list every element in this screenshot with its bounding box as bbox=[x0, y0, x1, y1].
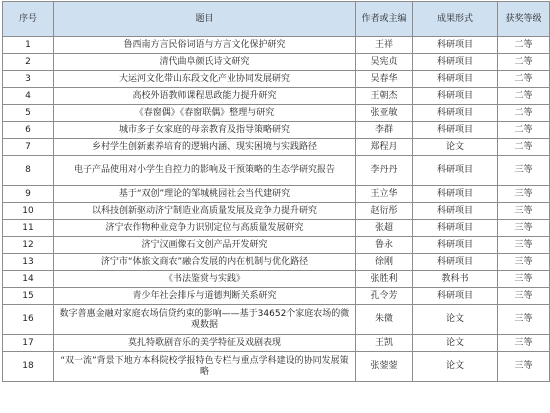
cell-rank: 二等 bbox=[498, 54, 550, 71]
cell-author: 孔令芳 bbox=[356, 288, 413, 305]
cell-title: 数字普惠金融对家庭农场信贷约束的影响——基于34652个家庭农场的微观数据 bbox=[54, 305, 356, 335]
cell-form: 科研项目 bbox=[413, 288, 498, 305]
cell-no: 10 bbox=[3, 203, 54, 220]
cell-title: 莫扎特歌剧音乐的美学特征及戏剧表现 bbox=[54, 335, 356, 352]
cell-title: 清代曲阜颜氏诗文研究 bbox=[54, 54, 356, 71]
cell-author: 张蓥蓥 bbox=[356, 352, 413, 382]
cell-rank: 三等 bbox=[498, 186, 550, 203]
cell-form: 论文 bbox=[413, 139, 498, 156]
cell-no: 1 bbox=[3, 37, 54, 54]
cell-no: 3 bbox=[3, 71, 54, 88]
cell-title: 济宁汉画像石文创产品开发研究 bbox=[54, 237, 356, 254]
table-row bbox=[3, 156, 550, 186]
table-header-row bbox=[3, 2, 550, 37]
cell-no: 16 bbox=[3, 305, 54, 335]
cell-title: 济宁农作物种业竞争力识别定位与高质量发展研究 bbox=[54, 220, 356, 237]
cell-author: 张亚敏 bbox=[356, 105, 413, 122]
cell-form: 论文 bbox=[413, 305, 498, 335]
cell-form: 论文 bbox=[413, 352, 498, 382]
cell-rank: 二等 bbox=[498, 37, 550, 54]
table-row bbox=[3, 139, 550, 156]
table-row bbox=[3, 237, 550, 254]
cell-rank: 二等 bbox=[498, 139, 550, 156]
cell-no: 9 bbox=[3, 186, 54, 203]
cell-author: 张超 bbox=[356, 220, 413, 237]
cell-rank: 三等 bbox=[498, 288, 550, 305]
cell-title: 鲁西南方言民俗词语与方言文化保护研究 bbox=[54, 37, 356, 54]
cell-form: 科研项目 bbox=[413, 186, 498, 203]
cell-form: 科研项目 bbox=[413, 54, 498, 71]
cell-rank: 三等 bbox=[498, 156, 550, 186]
table-row bbox=[3, 54, 550, 71]
cell-no: 13 bbox=[3, 254, 54, 271]
cell-no: 14 bbox=[3, 271, 54, 288]
cell-author: 徐刚 bbox=[356, 254, 413, 271]
cell-no: 12 bbox=[3, 237, 54, 254]
table-row bbox=[3, 122, 550, 139]
cell-form: 科研项目 bbox=[413, 37, 498, 54]
table-row bbox=[3, 71, 550, 88]
table-row bbox=[3, 186, 550, 203]
table-row bbox=[3, 352, 550, 382]
cell-title: 城市多子女家庭的母亲教育及指导策略研究 bbox=[54, 122, 356, 139]
cell-form: 科研项目 bbox=[413, 122, 498, 139]
cell-form: 论文 bbox=[413, 335, 498, 352]
cell-form: 科研项目 bbox=[413, 156, 498, 186]
table-row bbox=[3, 88, 550, 105]
header-title: 题目 bbox=[54, 2, 356, 37]
cell-rank: 三等 bbox=[498, 335, 550, 352]
cell-rank: 三等 bbox=[498, 220, 550, 237]
cell-form: 教科书 bbox=[413, 271, 498, 288]
cell-title: 济宁市“体旅文商农”融合发展的内在机制与优化路径 bbox=[54, 254, 356, 271]
cell-author: 王祥 bbox=[356, 37, 413, 54]
cell-title: 青少年社会排斥与道德判断关系研究 bbox=[54, 288, 356, 305]
cell-no: 15 bbox=[3, 288, 54, 305]
table-row bbox=[3, 37, 550, 54]
cell-title: 乡村学生创新素养培育的逻辑内涵、现实困境与实践路径 bbox=[54, 139, 356, 156]
cell-rank: 三等 bbox=[498, 352, 550, 382]
cell-no: 2 bbox=[3, 54, 54, 71]
cell-rank: 三等 bbox=[498, 305, 550, 335]
table-row bbox=[3, 288, 550, 305]
header-no: 序号 bbox=[3, 2, 54, 37]
cell-rank: 二等 bbox=[498, 71, 550, 88]
cell-no: 5 bbox=[3, 105, 54, 122]
cell-no: 17 bbox=[3, 335, 54, 352]
cell-author: 王朝杰 bbox=[356, 88, 413, 105]
cell-title: 《春窗偶》《春窗联偶》整理与研究 bbox=[54, 105, 356, 122]
cell-rank: 三等 bbox=[498, 203, 550, 220]
cell-rank: 二等 bbox=[498, 105, 550, 122]
cell-form: 科研项目 bbox=[413, 203, 498, 220]
cell-title: 电子产品使用对小学生自控力的影响及干预策略的生态学研究报告 bbox=[54, 156, 356, 186]
cell-form: 科研项目 bbox=[413, 88, 498, 105]
table-row bbox=[3, 203, 550, 220]
cell-title: 大运河文化带山东段文化产业协同发展研究 bbox=[54, 71, 356, 88]
cell-form: 科研项目 bbox=[413, 237, 498, 254]
cell-author: 王立华 bbox=[356, 186, 413, 203]
cell-author: 张胜利 bbox=[356, 271, 413, 288]
cell-title: 以科技创新驱动济宁制造业高质量发展及竞争力提升研究 bbox=[54, 203, 356, 220]
cell-author: 王凯 bbox=[356, 335, 413, 352]
cell-form: 科研项目 bbox=[413, 105, 498, 122]
cell-no: 7 bbox=[3, 139, 54, 156]
cell-title: 基于“双创”理论的邹城桃园社会当代建研究 bbox=[54, 186, 356, 203]
cell-no: 6 bbox=[3, 122, 54, 139]
table-row bbox=[3, 271, 550, 288]
cell-author: 李丹丹 bbox=[356, 156, 413, 186]
cell-no: 18 bbox=[3, 352, 54, 382]
table-row bbox=[3, 305, 550, 335]
table-row bbox=[3, 220, 550, 237]
awards-table bbox=[2, 1, 550, 382]
header-form: 成果形式 bbox=[413, 2, 498, 37]
cell-title: “双一流”背景下地方本科院校学报特色专栏与重点学科建设的协同发展策略 bbox=[54, 352, 356, 382]
table-row bbox=[3, 105, 550, 122]
cell-author: 李群 bbox=[356, 122, 413, 139]
cell-author: 吴春华 bbox=[356, 71, 413, 88]
cell-rank: 二等 bbox=[498, 122, 550, 139]
cell-no: 4 bbox=[3, 88, 54, 105]
cell-author: 赵衍彤 bbox=[356, 203, 413, 220]
cell-author: 朱微 bbox=[356, 305, 413, 335]
header-author: 作者或主编 bbox=[356, 2, 413, 37]
header-rank: 获奖等级 bbox=[498, 2, 550, 37]
cell-title: 《书法鉴赏与实践》 bbox=[54, 271, 356, 288]
cell-rank: 三等 bbox=[498, 254, 550, 271]
cell-author: 郑程月 bbox=[356, 139, 413, 156]
cell-rank: 三等 bbox=[498, 237, 550, 254]
cell-title: 高校外语教师课程思政能力提升研究 bbox=[54, 88, 356, 105]
cell-no: 8 bbox=[3, 156, 54, 186]
cell-no: 11 bbox=[3, 220, 54, 237]
cell-form: 科研项目 bbox=[413, 254, 498, 271]
cell-author: 吴宪贞 bbox=[356, 54, 413, 71]
table-row bbox=[3, 335, 550, 352]
table-row bbox=[3, 254, 550, 271]
cell-rank: 二等 bbox=[498, 88, 550, 105]
cell-form: 科研项目 bbox=[413, 71, 498, 88]
cell-rank: 三等 bbox=[498, 271, 550, 288]
cell-form: 科研项目 bbox=[413, 220, 498, 237]
cell-author: 鲁永 bbox=[356, 237, 413, 254]
